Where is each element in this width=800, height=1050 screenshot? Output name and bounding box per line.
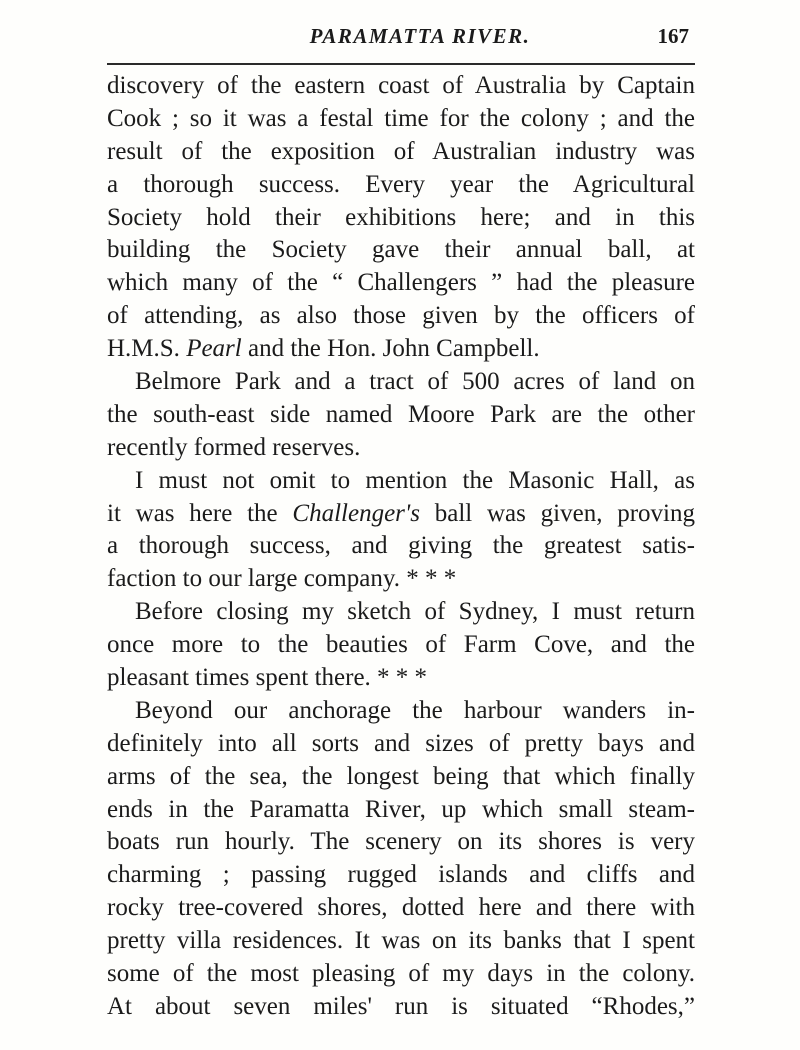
text-line: some of the most pleasing of my days in the colony. bbox=[107, 960, 695, 988]
text-line: Before closing my sketch of Sydney, I must return bbox=[135, 598, 695, 626]
text-run: H.M.S. bbox=[107, 335, 187, 363]
text-line: which many of the “ Challengers ” had the pleasure bbox=[107, 269, 695, 297]
ship-name-italic: Pearl bbox=[186, 335, 242, 363]
body-text bbox=[107, 70, 695, 1024]
text-line: pretty villa residences. It was on its banks that I spent bbox=[107, 927, 695, 955]
text-line: the south-east side named Moore Park are the other bbox=[107, 400, 695, 428]
text-line: recently formed reserves. bbox=[107, 433, 361, 461]
ship-name-italic: Challenger's bbox=[292, 499, 420, 527]
header-rule bbox=[107, 63, 695, 65]
text-line: arms of the sea, the longest being that which finally bbox=[107, 762, 695, 790]
text-line: definitely into all sorts and sizes of pretty bays and bbox=[107, 729, 695, 757]
text-line: ends in the Paramatta River, up which small steam- bbox=[107, 795, 695, 823]
text-line: of attending, as also those given by the officers of bbox=[107, 302, 695, 330]
text-run: ball was given, proving bbox=[419, 499, 695, 527]
text-line: boats run hourly. The scenery on its shores is very bbox=[107, 828, 695, 856]
text-line: a thorough success, and giving the greatest satis- bbox=[107, 532, 695, 560]
text-line: rocky tree-covered shores, dotted here and there with bbox=[107, 894, 695, 922]
text-line bbox=[107, 498, 695, 531]
running-title: PARAMATTA RIVER. bbox=[309, 24, 531, 48]
text-line: result of the exposition of Australian industry was bbox=[107, 137, 695, 165]
text-run: and the Hon. John Campbell. bbox=[241, 335, 540, 363]
text-line: charming ; passing rugged islands and cliffs and bbox=[107, 861, 695, 889]
text-line: I must not omit to mention the Masonic Hall, as bbox=[135, 466, 695, 494]
text-line: faction to our large company. * * * bbox=[107, 565, 457, 593]
text-line: Cook ; so it was a festal time for the colony ; and the bbox=[107, 104, 695, 132]
text-line: Society hold their exhibitions here; and in this bbox=[107, 203, 695, 231]
text-run: it was here the bbox=[107, 499, 293, 527]
text-line: At about seven miles' run is situated “Rhodes,” bbox=[107, 992, 695, 1020]
text-line: pleasant times spent there. * * * bbox=[107, 664, 428, 692]
text-line: Belmore Park and a tract of 500 acres of land on bbox=[135, 368, 695, 396]
text-line bbox=[107, 333, 695, 366]
text-line: once more to the beauties of Farm Cove, and the bbox=[107, 631, 695, 659]
text-line: discovery of the eastern coast of Australia by Captain bbox=[107, 72, 695, 99]
running-head bbox=[107, 22, 693, 56]
page-number: 167 bbox=[657, 24, 689, 48]
text-line: Beyond our anchorage the harbour wanders in- bbox=[135, 696, 695, 724]
text-line: a thorough success. Every year the Agricultural bbox=[107, 170, 695, 198]
text-line: building the Society gave their annual ball, at bbox=[107, 236, 695, 264]
